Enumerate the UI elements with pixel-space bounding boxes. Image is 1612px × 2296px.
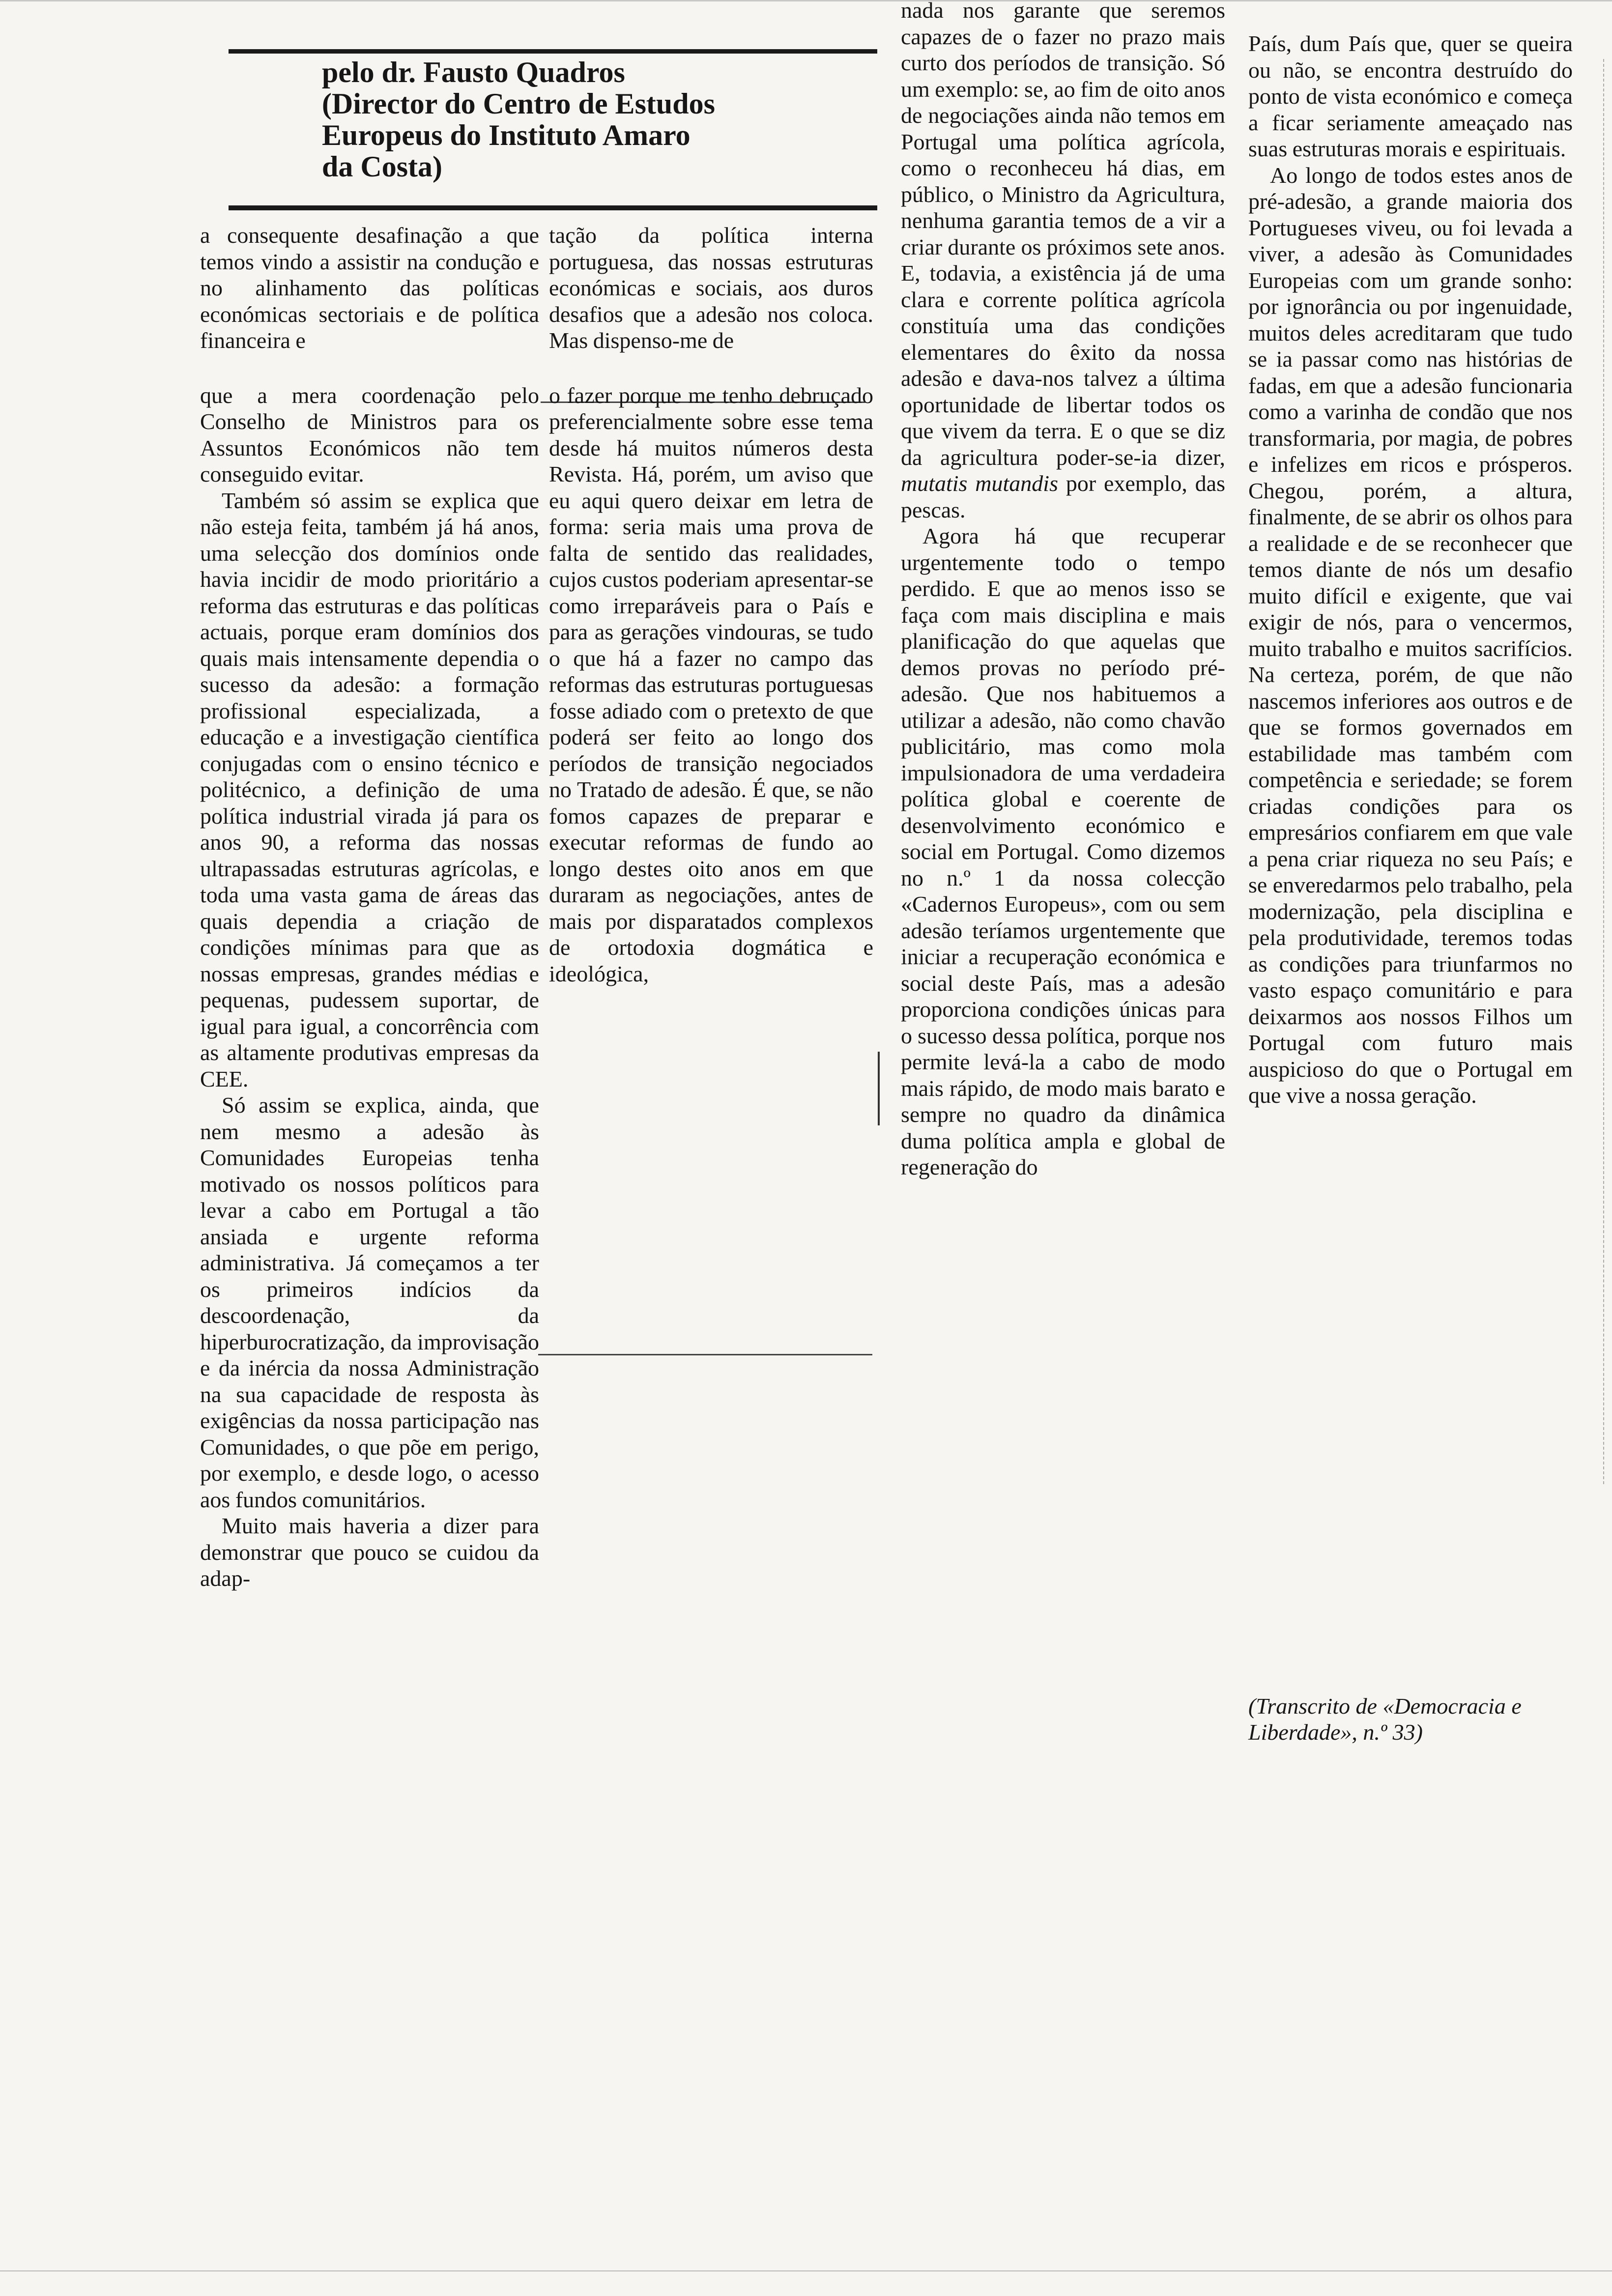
article-column-2	[549, 222, 873, 987]
column-3-paragraph	[901, 0, 1225, 523]
byline-author: pelo dr. Fausto Quadros	[322, 56, 625, 88]
column-4-paragraph: Ao longo de todos estes anos de pré-adesão, a grande maioria dos Portugueses viveu, ou foi levada a viver, a adesão às Comunidades Europeias com um grande sonho: por ignorância ou por ingenuidade, muitos deles acreditaram que tudo se ia passar como nas histórias de fadas, em que a adesão funcionaria como a varinha de condão que nos transformaria, por magia, de pobres e infelizes em ricos e prósperos. Chegou, porém, a altura, finalmente, de se abrir os olhos para a realidade e de se reconhecer que temos diante de nós um desafio muito difícil e exigente, que vai exigir de nós, para o vencermos, muito trabalho e muitos sacrifícios. Na certeza, porém, de que não nascemos inferiores aos outros e de que se formos governados em estabilidade mas também com competência e seriedade; se forem criadas condições para os empresários confiarem em que vale a pena criar riqueza no seu País; e se enveredarmos pelo trabalho, pela modernização, pela disciplina e pela produtividade, teremos todas as condições para triunfarmos no vasto espaço comunitário e para deixarmos aos nossos Filhos um Portugal com futuro mais auspicioso do que o Portugal em que vive a nossa geração.	[1248, 162, 1573, 1108]
column-3-text-end: por exemplo, das pescas.	[901, 471, 1225, 522]
column-1-paragraph: Só assim se explica, ainda, que nem mesmo a adesão às Comunidades Europeias tenha motivado os nossos políticos para levar a cabo em Portugal a tão ansiada e urgente reforma administrativa. Já começamos a ter os primeiros indícios da descoordenação, da hiperburocratização, da improvisação e da inércia da nossa Administração na sua capacidade de resposta às exigências da nossa participação nas Comunidades, o que põe em perigo, por exemplo, e desde logo, o acesso aos fundos comunitários.	[200, 1092, 539, 1512]
page-bottom-edge	[0, 2270, 1612, 2271]
column-1-paragraph: a consequente desafinação a que temos vindo a assistir na condução e no alinhamento das políticas económicas sectoriais e de política financeira e	[200, 223, 539, 353]
column-1-paragraph: Também só assim se explica que não esteja feita, também já há anos, uma selecção dos domínios onde havia incidir de modo prioritário a reforma das estruturas e das políticas actuais, porque eram domínios dos quais mais intensamente dependia o sucesso da adesão: a formação profissional especializada, a educação e a investigação científica conjugadas com o ensino técnico e politécnico, a definição de uma política industrial virada já para os anos 90, a reforma das nossas ultrapassadas estruturas agrícolas, e toda uma vasta gama de áreas das quais dependia a criação de condições mínimas para que as nossas empresas, grandes médias e pequenas, pudessem suportar, de igual para igual, a concorrência com as altamente produtivas empresas da CEE.	[200, 488, 539, 1091]
page-top-edge	[0, 0, 1612, 1]
byline-institute: Europeus do Instituto Amaro	[322, 119, 691, 151]
column-3-paragraph: Agora há que recuperar urgentemente todo o tempo perdido. E que ao menos isso se faça com mais disciplina e mais planificação do que aquelas que demos provas no período pré-adesão. Que nos habituemos a utilizar a adesão, não como chavão publicitário, mas como mola impulsionadora de uma verdadeira política global e coerente de desenvolvimento económico e social em Portugal. Como dizemos no n.º 1 da nossa colecção «Cadernos Europeus», com ou sem adesão teríamos urgentemente que iniciar a recuperação económica e social deste País, mas a adesão proporciona condições únicas para o sucesso dessa política, porque nos permite levá-la a cabo de modo mais rápido, de modo mais barato e sempre no quadro da dinâmica duma política ampla e global de regeneração do	[901, 523, 1225, 1179]
article-column-3	[901, 0, 1225, 1180]
column-2-separator-bottom	[538, 1354, 872, 1355]
byline-role: (Director do Centro de Estudos	[322, 87, 715, 120]
byline-institute-end: da Costa)	[322, 150, 443, 183]
header-rule-bottom	[229, 205, 877, 210]
column-2-paragraph: o fazer porque me tenho debruçado preferencialmente sobre esse tema desde há muitos números desta Revista. Há, porém, um aviso que eu aqui quero deixar em letra de forma: seria mais uma prova de falta de sentido das realidades, cujos custos poderiam apresentar-se como irreparáveis para o País e para as gerações vindouras, se tudo o que há a fazer no campo das reformas das estruturas portuguesas fosse adiado com o pretexto de que poderá ser feito ao longo dos períodos de transição negociados no Tratado de adesão. É que, se não fomos capazes de preparar e executar reformas de fundo ao longo destes oito anos em que duraram as negociações, antes de mais por disparatados complexos de ortodoxia dogmática e ideológica,	[549, 382, 873, 986]
article-byline	[322, 57, 764, 182]
right-margin-mark	[1603, 59, 1604, 1484]
column-4-paragraph: País, dum País que, quer se queira ou não, se encontra destruído do ponto de vista económico e começa a ficar seriamente ameaçado nas suas estruturas morais e espirituais.	[1248, 31, 1573, 161]
article-column-1	[200, 222, 539, 1592]
column-2-paragraph: tação da política interna portuguesa, das nossas estruturas económicas e sociais, aos duros desafios que a adesão nos coloca. Mas dispenso-me de	[549, 223, 873, 353]
column-3-latin-phrase: mutatis mutandis	[901, 471, 1058, 496]
source-credit: (Transcrito de «Democracia e Liberdade», n.º 33)	[1248, 1693, 1522, 1745]
column-1-paragraph: Muito mais haveria a dizer para demonstrar que pouco se cuidou da adap-	[200, 1513, 539, 1591]
header-rule-top	[229, 49, 877, 54]
column-3-text: nada nos garante que seremos capazes de o fazer no prazo mais curto dos períodos de transição. Só um exemplo: se, ao fim de oito anos de negociações ainda não temos em Portugal uma política agrícola, como o reconheceu há dias, em público, o Ministro da Agricultura, nenhuma garantia temos de a vir a criar durante os próximos sete anos. E, todavia, a existência já de uma clara e corrente política agrícola constituía uma das condições elementares do êxito da nossa adesão e dava-nos talvez a última oportunidade de libertar todos os que vivem da terra. E o que se diz da agricultura poder-se-ia dizer,	[901, 0, 1225, 470]
margin-mark	[878, 1052, 880, 1125]
article-column-4	[1248, 30, 1573, 1109]
column-1-paragraph: que a mera coordenação pelo Conselho de Ministros para os Assuntos Económicos não tem conseguido evitar.	[200, 382, 539, 487]
